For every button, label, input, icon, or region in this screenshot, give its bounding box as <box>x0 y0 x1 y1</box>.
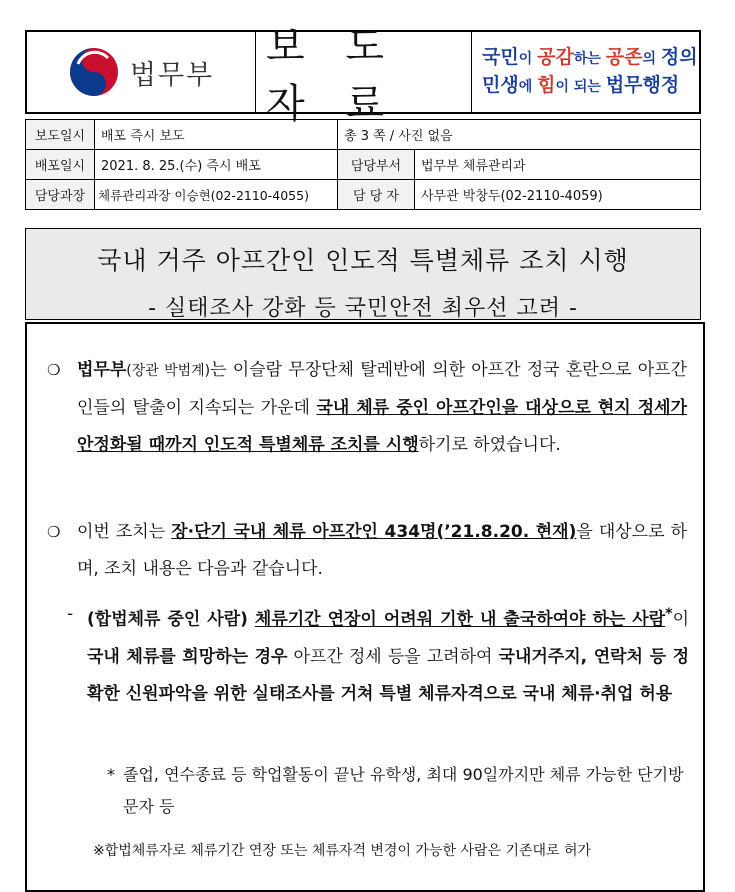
table-row <box>26 150 701 180</box>
ministry-name: 법무부 <box>77 360 127 380</box>
slogan-word: 공감 <box>537 46 574 68</box>
slogan-word: 의 <box>642 51 661 67</box>
key-phrase: 장·단기 국내 체류 아프간인 434명(’21.8.20. 현재) <box>171 522 577 542</box>
paragraph-text <box>47 514 687 588</box>
text-run: 을 대상으로 하며, 조치 내용은 다음과 같습니다. <box>77 522 687 579</box>
text-run: (합법체류 중인 사람) <box>87 609 255 630</box>
paragraph-2 <box>47 514 687 588</box>
slogan-word: 이 <box>518 51 538 67</box>
paragraph-text <box>67 596 689 713</box>
ministry-logo <box>27 32 256 112</box>
page-title: 보 도 자 료 <box>256 32 472 112</box>
circle-bullet-icon: ❍ <box>47 523 61 541</box>
slogan-word: 민생 <box>482 74 519 96</box>
text-run: 이 <box>672 609 689 630</box>
table-row <box>26 120 701 150</box>
table-row <box>26 180 701 210</box>
info-value: 배포 즉시 보도 <box>95 120 338 150</box>
slogan-word: 공존 <box>605 46 643 68</box>
slogan-line-1 <box>482 44 699 72</box>
paragraph-1 <box>47 352 687 464</box>
paragraph-text <box>47 352 687 464</box>
slogan-word: 에 <box>518 79 538 95</box>
info-key: 담당과장 <box>26 180 95 210</box>
info-key: 배포일시 <box>26 150 95 180</box>
info-key: 담당부서 <box>338 150 415 180</box>
headline-subtitle: - 실태조사 강화 등 국민안전 최우선 고려 - <box>148 296 578 321</box>
footnote-text: 졸업, 연수종료 등 학업활동이 끝난 유학생, 최대 90일까지만 체류 가능한 단기방문자 등 <box>123 765 684 816</box>
info-value: 체류관리과장 이승현(02-2110-4055) <box>95 180 338 210</box>
reference-note: ※합법체류자로 체류기간 연장 또는 체류자격 변경이 가능한 사람은 기존대로 허가 <box>93 843 592 859</box>
slogan-word: 국민 <box>482 46 519 68</box>
text-run: 국내 체류를 희망하는 경우 <box>87 646 288 667</box>
dash-bullet: - <box>67 604 74 624</box>
headline-title: 국내 거주 아프간인 인도적 특별체류 조치 시행 <box>97 246 629 275</box>
minister-note: (장관 박범계) <box>126 363 211 379</box>
slogan <box>472 32 699 112</box>
info-value: 2021. 8. 25.(수) 즉시 배포 <box>95 150 338 180</box>
slogan-line-2 <box>482 72 699 100</box>
info-key: 보도일시 <box>26 120 95 150</box>
slogan-word: 이 되는 <box>555 79 606 95</box>
text-run: 아프간 정세 등을 고려하여 <box>287 646 499 667</box>
taegeuk-emblem-icon <box>68 46 120 98</box>
info-value: 총 3 쪽 / 사진 없음 <box>338 120 701 150</box>
release-info-table <box>25 119 701 210</box>
key-phrase: 국내 체류 중인 아프간인을 대상으로 현지 정세가 안정화될 때까지 인도적 특별체류 조치를 시행 <box>77 398 687 455</box>
circle-bullet-icon: ❍ <box>47 361 61 379</box>
logo-text: 법무부 <box>129 59 215 91</box>
info-key: 담 당 자 <box>338 180 415 210</box>
body-box <box>25 322 705 892</box>
text-run: 국내거주지, 연락처 등 정확한 신원파악을 위한 실태조사를 거쳐 특별 체류자격으로 국내 체류·취업 허용 <box>87 646 690 704</box>
paragraph-3 <box>67 596 689 713</box>
footnote-mark: * <box>665 606 673 622</box>
slogan-word: 하는 <box>573 51 606 67</box>
info-value: 법무부 체류관리과 <box>415 150 701 180</box>
text-run: 는 이슬람 무장단체 탈레반에 의한 아프간 정국 혼란으로 아프간인들의 탈출이 지속되는 가운데 <box>77 360 688 418</box>
slogan-word: 정의 <box>660 46 698 68</box>
headline-box <box>25 228 701 320</box>
text-run: 이번 조치는 <box>77 522 172 542</box>
slogan-word: 법무행정 <box>605 74 680 96</box>
footnote <box>107 759 692 823</box>
text-run: 하기로 하였습니다. <box>418 435 561 455</box>
press-release-header <box>25 24 701 127</box>
info-value: 사무관 박창두(02-2110-4059) <box>415 180 701 210</box>
footnote-mark: * <box>107 765 115 784</box>
key-phrase: 체류기간 연장이 어려워 기한 내 출국하여야 하는 사람 <box>254 609 666 630</box>
slogan-word: 힘 <box>537 74 556 96</box>
